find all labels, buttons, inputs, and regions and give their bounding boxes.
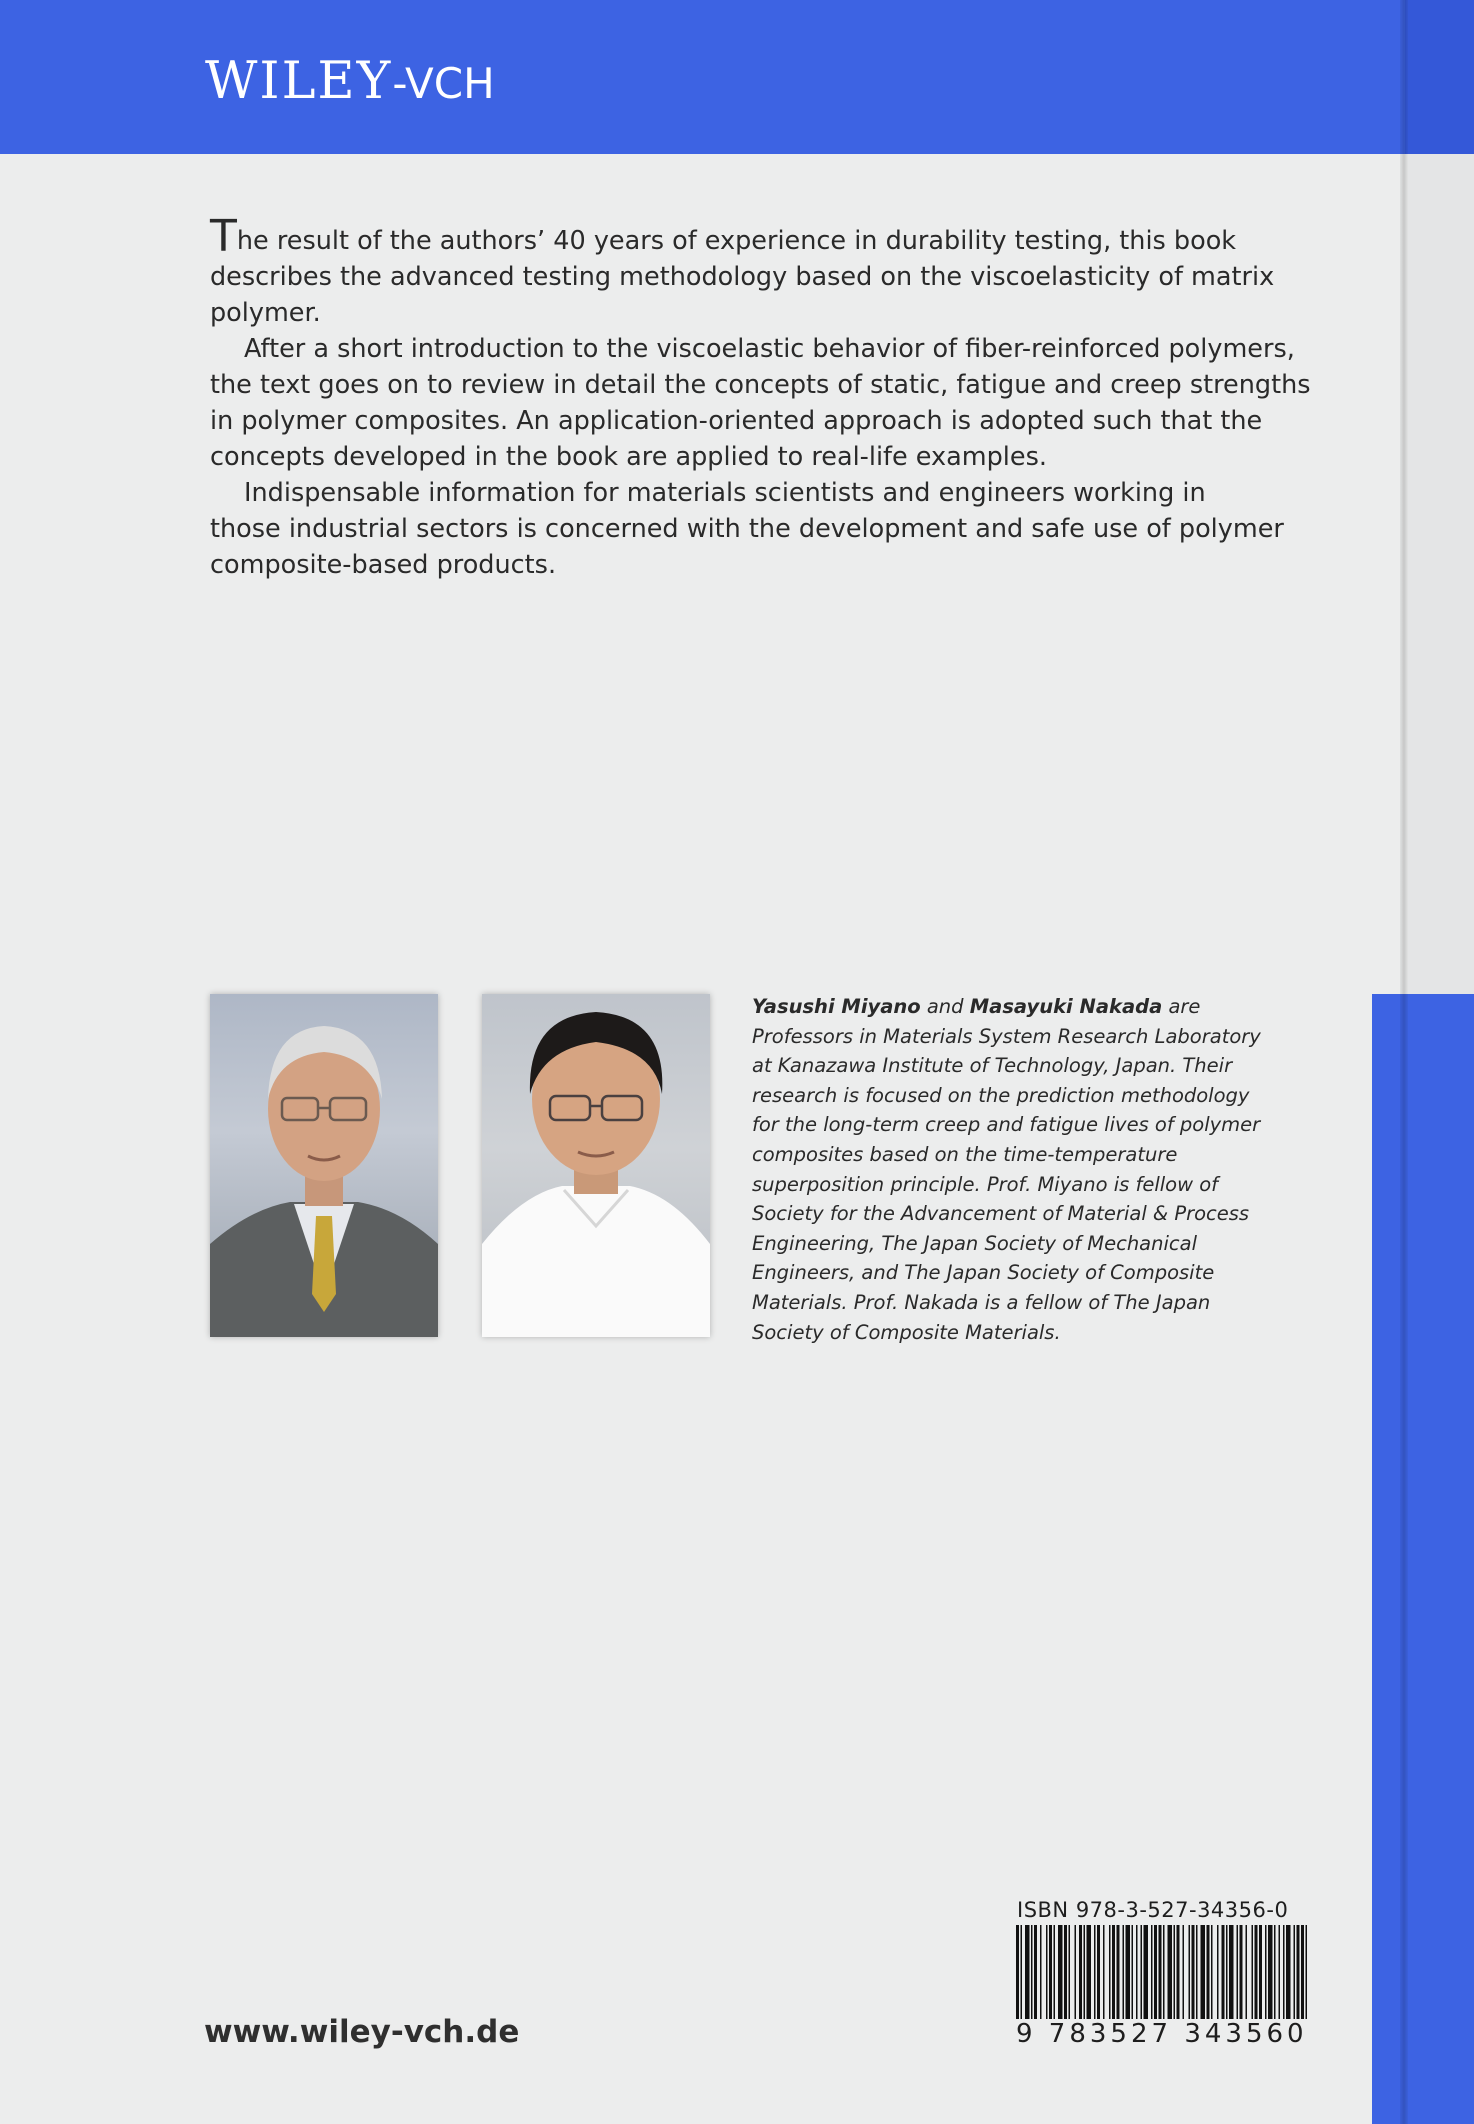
barcode-bar xyxy=(1174,1925,1176,2025)
barcode-bar xyxy=(1025,1925,1030,2025)
barcode-bar xyxy=(1046,1925,1048,2025)
barcode-bar xyxy=(1049,1925,1052,2025)
barcode-bar xyxy=(1177,1925,1180,2025)
barcode-bar xyxy=(1141,1925,1143,2025)
barcode-bar xyxy=(1079,1925,1082,2025)
publisher-logo-sub: -VCH xyxy=(392,59,495,108)
bio-line: Society for the Advancement of Material & Process xyxy=(752,1202,1250,1226)
description-line: polymer. xyxy=(210,298,321,328)
description-line: concepts developed in the book are applied to real-life examples. xyxy=(210,442,1047,472)
barcode-bar xyxy=(1168,1925,1173,2025)
book-description xyxy=(210,211,1311,583)
bio-line: Professors in Materials System Research Laboratory xyxy=(752,1024,1261,1048)
spine-strip-top xyxy=(1405,0,1474,154)
description-line: in polymer composites. An application-oriented approach is adopted such that the xyxy=(210,406,1263,436)
barcode-bar xyxy=(1034,1925,1037,2025)
barcode-bar xyxy=(1183,1925,1185,2025)
barcode-bar xyxy=(1064,1925,1067,2025)
barcode-bar xyxy=(1237,1925,1239,2025)
barcode-bar xyxy=(1207,1925,1210,2025)
author-bio xyxy=(752,992,1261,1347)
bio-line: Engineers, and The Japan Society of Composite xyxy=(752,1261,1215,1285)
bio-line: Materials. Prof. Nakada is a fellow of The Japan xyxy=(752,1290,1211,1314)
barcode-bar xyxy=(1136,1925,1138,2025)
publisher-logo-main: WILEY xyxy=(205,52,393,111)
barcode-bar xyxy=(1094,1925,1096,2025)
barcode-bar xyxy=(1297,1925,1300,2025)
barcode-bar xyxy=(1069,1925,1071,2025)
description-line: composite-based products. xyxy=(210,550,557,580)
barcode-bar xyxy=(1087,1925,1092,2025)
barcode-bar xyxy=(1246,1925,1248,2025)
barcode-bar xyxy=(1283,1925,1285,2025)
author-name-2: Masayuki Nakada xyxy=(969,995,1163,1018)
barcode-bar xyxy=(1117,1925,1120,2025)
barcode-bar xyxy=(1112,1925,1115,2025)
bio-line: superposition principle. Prof. Miyano is fellow of xyxy=(752,1172,1219,1196)
bio-line: for the long-term creep and fatigue lives of polymer xyxy=(752,1113,1261,1137)
description-line: the text goes on to review in detail the concepts of static, fatigue and creep strengths xyxy=(210,370,1311,400)
barcode-bar xyxy=(1151,1925,1153,2025)
bio-line: at Kanazawa Institute of Technology, Japan. Their xyxy=(752,1054,1233,1078)
spine-strip-bottom xyxy=(1372,994,1474,2124)
barcode-bar xyxy=(1154,1925,1157,2025)
barcode-bar xyxy=(1144,1925,1149,2025)
spine-strip-light xyxy=(1408,154,1474,994)
bio-line: composites based on the time-temperature xyxy=(752,1142,1178,1166)
barcode-digits: 9 783527 343560 xyxy=(1016,2019,1308,2049)
barcode-bar xyxy=(1240,1925,1243,2025)
author-name-1: Yasushi Miyano xyxy=(752,995,921,1018)
barcode-bar xyxy=(1265,1925,1267,2025)
barcode-bar xyxy=(1274,1925,1276,2025)
barcode-bar xyxy=(1123,1925,1125,2025)
description-line: After a short introduction to the viscoelastic behavior of fiber-reinforced polymers, xyxy=(244,334,1295,364)
isbn-label: ISBN 978-3-527-34356-0 xyxy=(1017,1898,1289,1922)
barcode-bar xyxy=(1196,1925,1198,2025)
barcode-bar xyxy=(1268,1925,1273,2025)
barcode-bar xyxy=(1040,1925,1042,2025)
drop-cap: T xyxy=(210,211,237,262)
spine-hinge xyxy=(1400,0,1408,2124)
barcode-bar xyxy=(1084,1925,1086,2025)
barcode-bar xyxy=(1109,1925,1111,2025)
barcode-bar xyxy=(1279,1925,1281,2025)
description-line: The result of the authors’ 40 years of experience in durability testing, this book xyxy=(210,211,1237,262)
bio-line: Society of Composite Materials. xyxy=(752,1320,1061,1344)
description-line: Indispensable information for materials scientists and engineers working in xyxy=(244,478,1206,508)
barcode-bar xyxy=(1058,1925,1063,2025)
barcode-bar xyxy=(1075,1925,1077,2025)
barcode-bar xyxy=(1054,1925,1056,2025)
barcode-bar xyxy=(1103,1925,1105,2025)
description-line: those industrial sectors is concerned with the development and safe use of polymer xyxy=(210,514,1284,544)
author-photo-miyano xyxy=(210,994,438,1337)
barcode-bar xyxy=(1211,1925,1213,2025)
barcode-bar xyxy=(1222,1925,1225,2025)
barcode-bar xyxy=(1031,1925,1033,2025)
barcode-bar xyxy=(1201,1925,1206,2025)
barcode-bar xyxy=(1294,1925,1296,2025)
barcode-bar xyxy=(1226,1925,1228,2025)
barcode-bar xyxy=(1286,1925,1291,2025)
barcode-bar xyxy=(1189,1925,1191,2025)
barcode-bar xyxy=(1252,1925,1254,2025)
barcode-bar xyxy=(1217,1925,1219,2025)
bio-line: Engineering, The Japan Society of Mechanical xyxy=(752,1231,1197,1255)
author-photo-nakada xyxy=(482,994,710,1337)
publisher-logo xyxy=(205,52,495,111)
barcode-bar xyxy=(1229,1925,1234,2025)
barcode-bar xyxy=(1132,1925,1134,2025)
bio-line: Yasushi Miyano and Masayuki Nakada are xyxy=(752,995,1201,1018)
barcode-bar xyxy=(1255,1925,1258,2025)
barcode-bar xyxy=(1259,1925,1262,2025)
barcode-bar xyxy=(1097,1925,1100,2025)
barcode-bar xyxy=(1192,1925,1195,2025)
publisher-website: www.wiley-vch.de xyxy=(204,2014,520,2050)
bio-line: research is focused on the prediction methodology xyxy=(752,1083,1250,1107)
description-line: describes the advanced testing methodology based on the viscoelasticity of matrix xyxy=(210,262,1275,292)
barcode-bar xyxy=(1126,1925,1131,2025)
